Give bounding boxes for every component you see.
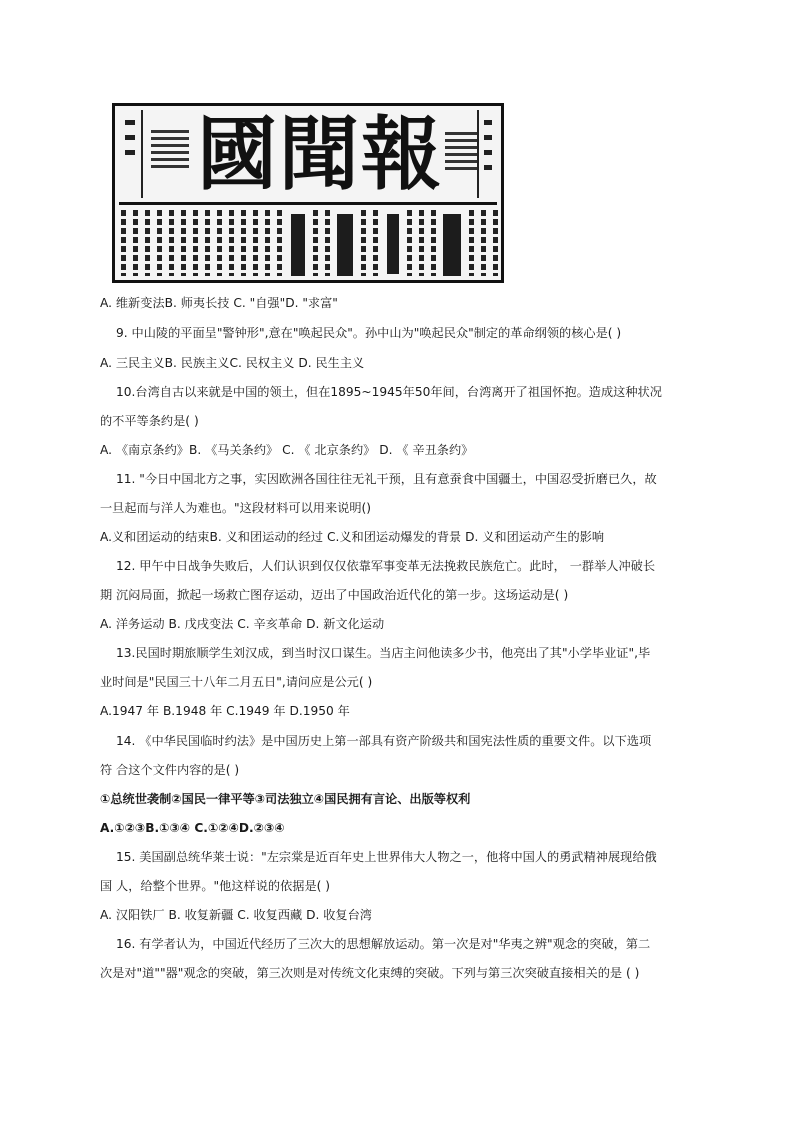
text-line: 国 人，给整个世界。"他这样说的依据是( ) [100,879,331,893]
text-line: 符 合这个文件内容的是( ) [100,763,240,777]
text-line: 业时间是"民国三十八年二月五日",请问应是公元( ) [100,675,373,689]
text-line: A.①②③B.①③④ C.①②④D.②③④ [100,821,285,835]
text-line: A. 维新变法B. 师夷长技 C. "自强"D. "求富" [100,296,338,310]
masthead-left-column [119,110,143,198]
text-line: 期 沉闷局面，掀起一场救亡图存运动，迈出了中国政治近代化的第一步。这场运动是( ) [100,588,569,602]
question-16: 16. 有学者认为，中国近代经历了三次大的思想解放运动。第一次是对"华夷之辨"观念的突破，第二 [116,937,651,951]
text-line: 次是对"道""器"观念的突破，第三次则是对传统文化束缚的突破。下列与第三次突破直接相关的是 ( ) [100,966,640,980]
text-line: A.1947 年 B.1948 年 C.1949 年 D.1950 年 [100,704,350,718]
text-line: 的不平等条约是( ) [100,414,199,428]
text-line: ①总统世袭制②国民一律平等③司法独立④国民拥有言论、出版等权利 [100,792,471,806]
masthead-right-column [477,110,497,198]
masthead-left-notes [151,126,189,178]
text-line: A.义和团运动的结束B. 义和团运动的经过 C.义和团运动爆发的背景 D. 义和团运动产生的影响 [100,530,605,544]
masthead-columns [121,210,495,276]
question-12: 12. 甲午中日战争失败后，人们认识到仅仅依靠军事变革无法挽救民族危亡。此时， 一群举人冲破长 [116,559,656,573]
text-line: A. 《南京条约》B. 《马关条约》 C. 《 北京条约》 D. 《 辛丑条约》 [100,443,474,457]
text-line: A. 三民主义B. 民族主义C. 民权主义 D. 民生主义 [100,356,365,370]
question-14: 14. 《中华民国临时约法》是中国历史上第一部具有资产阶级共和国宪法性质的重要文件。以下选项 [116,734,652,748]
question-13: 13.民国时期旅顺学生刘汉成，到当时汉口谋生。当店主问他读多少书，他亮出了其"小学毕业证",毕 [116,646,651,660]
text-line: A. 洋务运动 B. 戊戌变法 C. 辛亥革命 D. 新文化运动 [100,617,385,631]
masthead-title: 國聞報 [197,107,443,201]
masthead-right-notes [445,128,477,178]
masthead-rule [119,202,497,205]
question-9: 9. 中山陵的平面呈"警钟形",意在"唤起民众"。孙中山为"唤起民众"制定的革命纲领的核心是( ) [116,326,622,340]
question-10: 10.台湾自古以来就是中国的领土，但在1895~1945年50年间，台湾离开了祖国怀抱。造成这种状况 [116,385,662,399]
newspaper-masthead-image [112,103,504,283]
question-11: 11. "今日中国北方之事，实因欧洲各国往往无礼干预，且有意蚕食中国疆土，中国忍受折磨已久，故 [116,472,657,486]
question-15: 15. 美国副总统华莱士说："左宗棠是近百年史上世界伟大人物之一，他将中国人的勇武精神展现给俄 [116,850,657,864]
text-line: 一旦起而与洋人为难也。"这段材料可以用来说明() [100,501,372,515]
text-line: A. 汉阳铁厂 B. 收复新疆 C. 收复西藏 D. 收复台湾 [100,908,372,922]
